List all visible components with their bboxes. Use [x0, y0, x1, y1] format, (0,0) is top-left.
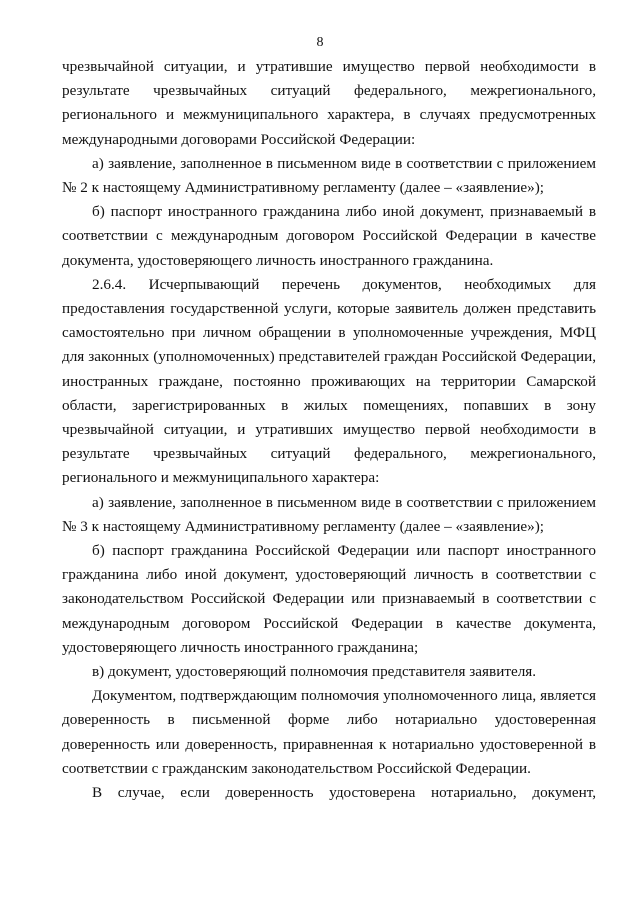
paragraph-notarized-case: В случае, если доверенность удостоверена нотариально, документ,: [92, 784, 596, 802]
paragraph-item-b-passport: б) паспорт гражданина Российской Федерации или паспорт иностранного гражданина либо иной документ, удостоверяющий личность в соответствии с законодательством Российской Федерации или признаваемый в соответствии с международным договором Российской Федерации в качестве документа, удостоверяющего личность иностранного гражданина;: [62, 542, 596, 656]
page-number: 8: [316, 35, 324, 50]
paragraph-item-a-application-2: а) заявление, заполненное в письменном виде в соответствии с приложением № 2 к настоящему Административному регламенту (далее – «заявление»);: [62, 154, 596, 197]
document-body: [62, 55, 596, 805]
paragraph-item-v-authority-document: в) документ, удостоверяющий полномочия представителя заявителя.: [92, 663, 537, 681]
paragraph-item-a-application-3: а) заявление, заполненное в письменном виде в соответствии с приложением № 3 к настоящему Административному регламенту (далее – «заявление»);: [62, 493, 596, 535]
paragraph-continuation: чрезвычайной ситуации, и утратившие имущество первой необходимости в результате чрезвычайных ситуаций федерального, межрегионального, регионального и межмуниципального характера, в случаях предусмотренных международными договорами Российской Федерации:: [62, 58, 596, 148]
paragraph-power-of-attorney: Документом, подтверждающим полномочия уполномоченного лица, является доверенность в письменной форме либо нотариально удостоверенная доверенность или доверенность, приравненная к нотариально удостоверенной в соответствии с гражданским законодательством Российской Федерации.: [62, 687, 596, 777]
paragraph-item-b-foreign-passport: б) паспорт иностранного гражданина либо иной документ, признаваемый в соответствии с международным договором Российской Федерации в качестве документа, удостоверяющего личность иностранного гражданина.: [62, 203, 596, 269]
paragraph-section-2-6-4: 2.6.4. Исчерпывающий перечень документов, необходимых для предоставления государственной услуги, которые заявитель должен представить самостоятельно при личном обращении в уполномоченные учреждения, МФЦ для законных (уполномоченных) представителей граждан Российской Федерации, иностранных граждане, постоянно проживающих на территории Самарской области, зарегистрированных в жилых помещениях, попавших в зону чрезвычайной ситуации, и утративших имущество первой необходимости в результате чрезвычайных ситуаций федерального, межрегионального, регионального и межмуниципального характера:: [62, 275, 596, 487]
